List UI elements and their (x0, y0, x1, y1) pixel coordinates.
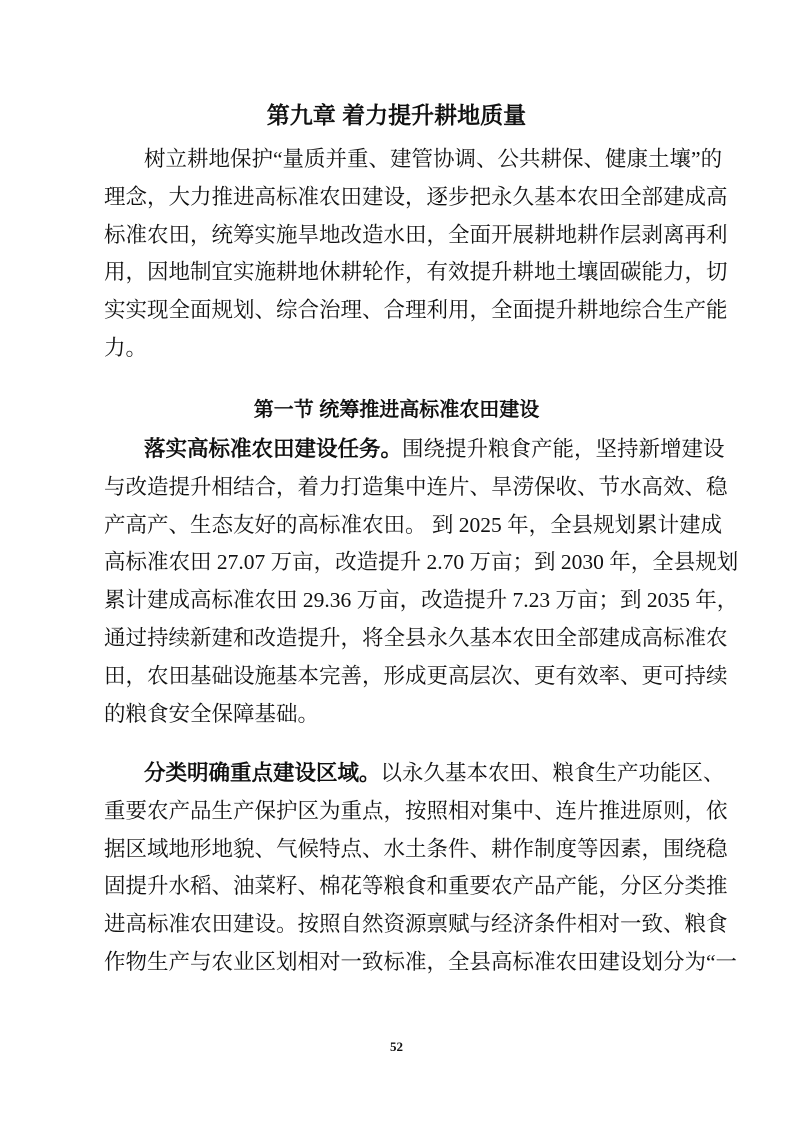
text-line: 树立耕地保护“量质并重、建管协调、公共耕保、健康土壤”的 (144, 147, 723, 171)
chapter-title: 第九章 着力提升耕地质量 (266, 102, 527, 128)
paragraph-tasks (104, 431, 739, 733)
page-number: 52 (390, 1039, 403, 1054)
text-line: 实实现全面规划、综合治理、合理利用，全面提升耕地综合生产能 (104, 298, 728, 323)
text-line: 产高产、生态友好的高标准农田。 到 2025 年，全县规划累计建成 (104, 512, 723, 537)
text-line: 高标准农田 27.07 万亩，改造提升 2.70 万亩；到 2030 年，全县规划 (104, 550, 739, 575)
text-line: 理念，大力推进高标准农田建设，逐步把永久基本农田全部建成高 (104, 184, 728, 209)
text-line: 重要农产品生产保护区为重点，按照相对集中、连片推进原则，依 (104, 798, 728, 823)
section-title: 第一节 统筹推进高标准农田建设 (253, 399, 540, 421)
text-line: 田，农田基础设施基本完善，形成更高层次、更有效率、更可持续 (104, 663, 728, 688)
paragraph-lead: 落实高标准农田建设任务。 (144, 437, 403, 461)
text-line: 的粮食安全保障基础。 (104, 701, 320, 726)
text-line (104, 431, 725, 469)
paragraph-intro (104, 141, 728, 368)
text-line: 作物生产与农业区划相对一致标准，全县高标准农田建设划分为“一 (104, 949, 738, 974)
text-fragment: 以永久基本农田、粮食生产功能区、 (380, 761, 725, 785)
text-line: 累计建成高标准农田 29.36 万亩，改造提升 7.23 万亩；到 2035 年， (104, 588, 739, 613)
text-line: 固提升水稻、油菜籽、棉花等粮食和重要农产品产能，分区分类推 (104, 874, 728, 899)
text-line: 与改造提升相结合，着力打造集中连片、旱涝保收、节水高效、稳 (104, 474, 728, 499)
text-line: 用，因地制宜实施耕地休耕轮作，有效提升耕地土壤固碳能力，切 (104, 260, 728, 285)
paragraph-lead: 分类明确重点建设区域。 (144, 761, 381, 785)
text-line: 据区域地形地貌、气候特点、水土条件、耕作制度等因素，围绕稳 (104, 836, 728, 861)
text-line: 力。 (104, 335, 148, 360)
text-line: 进高标准农田建设。按照自然资源禀赋与经济条件相对一致、粮食 (104, 912, 728, 937)
text-line (104, 755, 725, 793)
text-fragment: 围绕提升粮食产能，坚持新增建设 (402, 437, 725, 461)
paragraph-zones (104, 755, 738, 982)
text-line: 通过持续新建和改造提升，将全县永久基本农田全部建成高标准农 (104, 625, 728, 650)
text-line: 标准农田，统筹实施旱地改造水田，全面开展耕地耕作层剥离再利 (104, 222, 728, 247)
